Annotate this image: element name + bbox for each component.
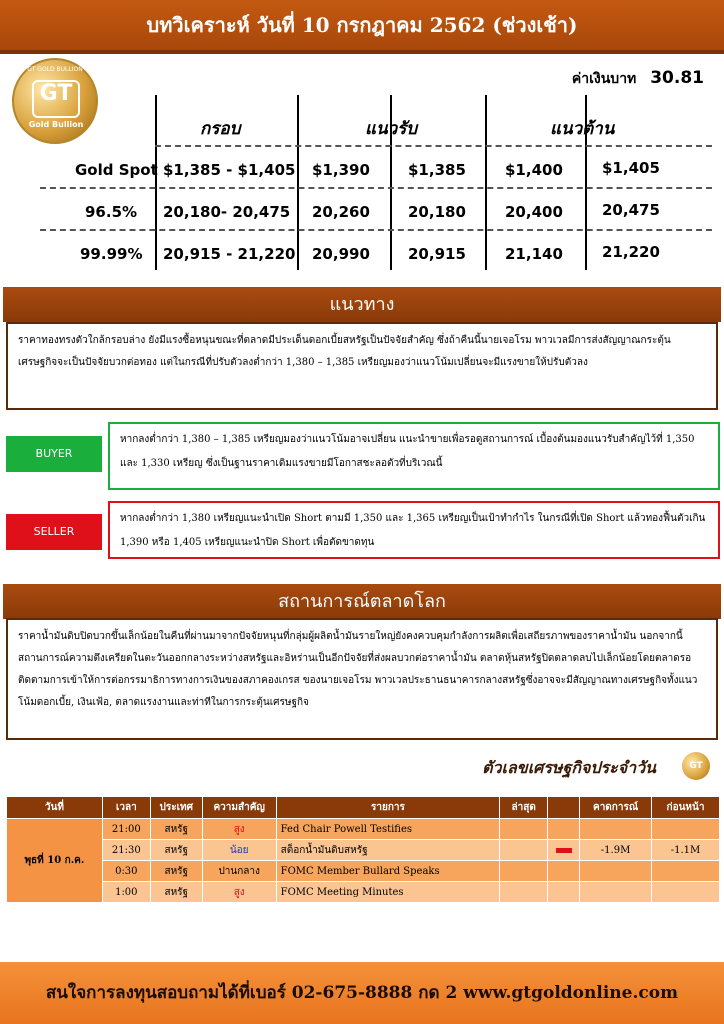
buyer-badge: BUYER [6, 436, 102, 472]
econ-row [7, 819, 720, 840]
econ-row [7, 882, 720, 903]
range-value: 20,915 - 21,220 [163, 245, 296, 263]
econ-time: 21:00 [102, 819, 150, 840]
econ-time: 1:00 [102, 882, 150, 903]
econ-mark [548, 882, 580, 903]
range-value: $1,385 - $1,405 [163, 161, 296, 179]
col-mark [548, 797, 580, 819]
title-underline [0, 50, 724, 54]
row-rule [40, 229, 712, 231]
econ-item: Fed Chair Powell Testifies [276, 819, 500, 840]
col-time: เวลา [102, 797, 150, 819]
row-rule [40, 187, 712, 189]
row-label: 96.5% [85, 203, 138, 221]
econ-country: สหรัฐ [150, 819, 202, 840]
econ-item: FOMC Meeting Minutes [276, 882, 500, 903]
econ-previous: -1.1M [652, 840, 720, 861]
header-rule [155, 145, 712, 147]
col-date: วันที่ [7, 797, 103, 819]
econ-title: ตัวเลขเศรษฐกิจประจำวัน [482, 758, 656, 777]
seller-badge: SELLER [6, 514, 102, 550]
col-previous: ก่อนหน้า [652, 797, 720, 819]
support-2-value: 20,180 [408, 203, 466, 221]
econ-mark [548, 840, 580, 861]
header-support: แนวรับ [365, 119, 418, 139]
econ-country: สหรัฐ [150, 840, 202, 861]
row-label: 99.99% [80, 245, 143, 263]
col-latest: ล่าสุด [500, 797, 548, 819]
exchange-rate [572, 68, 704, 90]
support-1-value: 20,990 [312, 245, 370, 263]
econ-importance: ปานกลาง [202, 861, 276, 882]
support-1-value: 20,260 [312, 203, 370, 221]
world-text: ราคาน้ำมันดิบปิดบวกขึ้นเล็กน้อยในคืนที่ผ่านมาจากปัจจัยหนุนที่กลุ่มผู้ผลิตน้ำมันรายใหญ่ยังคงควบคุมกำลังการผลิตเพื่อเสถียรภาพของราคาน้ำมัน นอกจากนี้สถานการณ์ความตึงเครียดในตะวันออกกลางระหว่างสหรัฐและอิหร่านเป็นอีกปัจจัยที่ส่งผลบวกต่อราคาน้ำมัน ตลาดหุ้นสหรัฐปิดตลาดลบไปเล็กน้อยโดยตลาดรอติดตามการเข้าให้การต่อกรรมาธิการทางการเงินของสภาคองเกรส ของนายเจอโรม พาวเวลประธานธนาคารกลางสหรัฐซึ่งอาจจะมีสัญญาณทางเศรษฐกิจทั้งแนวโน้มดอกเบี้ย, เงินเฟ้อ, ตลาดแรงงานและท่าทีในการกระตุ้นเศรษฐกิจ [6, 618, 718, 740]
resistance-2-value: 20,475 [602, 201, 660, 219]
gt-logo [12, 58, 98, 144]
econ-row [7, 840, 720, 861]
econ-table [6, 796, 720, 903]
logo-subtitle: Gold Bullion [28, 120, 84, 129]
econ-previous [652, 861, 720, 882]
exchange-rate-value: 30.81 [650, 68, 704, 88]
guidance-text: ราคาทองทรงตัวใกล้กรอบล่าง ยังมีแรงซื้อหนุนขณะที่ตลาดมีประเด็นดอกเบี้ยสหรัฐเป็นปัจจัยสำคัญ ซึ่งถ้าคืนนี้นายเจอโรม พาวเวลมีการส่งสัญญาณกระตุ้นเศรษฐกิจจะเป็นปัจจัยบวกต่อทอง แต่ในกรณีที่ปรับตัวลงต่ำกว่า 1,380 – 1,385 เหรียญมองว่าแนวโน้มเปลี่ยนจะมีแรงขายให้ปรับตัวลง [6, 322, 718, 410]
resistance-1-value: $1,400 [505, 161, 563, 179]
header-resistance: แนวต้าน [550, 119, 615, 139]
buyer-text: หากลงต่ำกว่า 1,380 – 1,385 เหรียญมองว่าแนวโน้มอาจเปลี่ยน แนะนำขายเพื่อรอดูสถานการณ์ เบื้องต้นมองแนวรับสำคัญไว้ที่ 1,350 และ 1,330 เหรียญ ซึ่งเป็นฐานราคาเดิมแรงขายมีโอกาสชะลอตัวที่บริเวณนี้ [108, 422, 720, 490]
col-forecast: คาดการณ์ [580, 797, 652, 819]
econ-item: FOMC Member Bullard Speaks [276, 861, 500, 882]
econ-latest [500, 819, 548, 840]
col-country: ประเทศ [150, 797, 202, 819]
econ-latest [500, 861, 548, 882]
range-value: 20,180- 20,475 [163, 203, 291, 221]
logo-ring-text: GT GOLD BULLION [27, 66, 83, 73]
divider [297, 95, 299, 270]
guidance-title: แนวทาง [3, 287, 721, 322]
econ-row [7, 861, 720, 882]
econ-country: สหรัฐ [150, 861, 202, 882]
econ-previous [652, 819, 720, 840]
col-item: รายการ [276, 797, 500, 819]
seller-text: หากลงต่ำกว่า 1,380 เหรียญแนะนำเปิด Short ตามมี 1,350 และ 1,365 เหรียญเป็นเป้าทำกำไร ในกรณีที่เปิด Short แล้วทองฟื้นตัวเกิน 1,390 หรือ 1,405 เหรียญแนะนำปิด Short เพื่อตัดขาดทุน [108, 501, 720, 559]
red-marker-icon [556, 848, 572, 853]
econ-country: สหรัฐ [150, 882, 202, 903]
econ-time: 0:30 [102, 861, 150, 882]
page-title: บทวิเคราะห์ วันที่ 10 กรกฎาคม 2562 (ช่วงเช้า) [0, 0, 724, 50]
econ-day: พุธที่ 10 ก.ค. [7, 819, 103, 903]
econ-forecast: -1.9M [580, 840, 652, 861]
econ-importance: สูง [202, 819, 276, 840]
support-2-value: $1,385 [408, 161, 466, 179]
econ-forecast [580, 861, 652, 882]
resistance-2-value: $1,405 [602, 159, 660, 177]
econ-mark [548, 861, 580, 882]
econ-forecast [580, 882, 652, 903]
econ-mark [548, 819, 580, 840]
econ-previous [652, 882, 720, 903]
divider [485, 95, 487, 270]
resistance-2-value: 21,220 [602, 243, 660, 261]
divider [155, 95, 157, 270]
exchange-rate-label: ค่าเงินบาท [571, 71, 637, 87]
logo-mark: GT [32, 80, 80, 118]
econ-importance: น้อย [202, 840, 276, 861]
gt-coin-icon: GT [682, 752, 710, 780]
support-2-value: 20,915 [408, 245, 466, 263]
support-1-value: $1,390 [312, 161, 370, 179]
econ-latest [500, 882, 548, 903]
econ-time: 21:30 [102, 840, 150, 861]
header-range: กรอบ [200, 119, 241, 139]
econ-importance: สูง [202, 882, 276, 903]
econ-header-row [7, 797, 720, 819]
row-label: Gold Spot [75, 161, 158, 179]
footer-contact: สนใจการลงทุนสอบถามได้ที่เบอร์ 02-675-8888 กด 2 www.gtgoldonline.com [0, 962, 724, 1024]
world-title: สถานการณ์ตลาดโลก [3, 584, 721, 619]
econ-latest [500, 840, 548, 861]
resistance-1-value: 21,140 [505, 245, 563, 263]
econ-item: สต็อกน้ำมันดิบสหรัฐ [276, 840, 500, 861]
col-importance: ความสำคัญ [202, 797, 276, 819]
econ-forecast [580, 819, 652, 840]
resistance-1-value: 20,400 [505, 203, 563, 221]
